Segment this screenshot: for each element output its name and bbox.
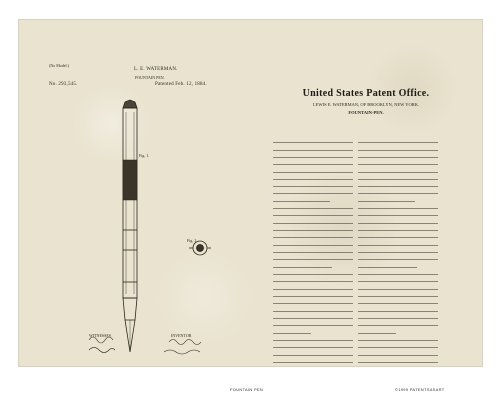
spec-text-line: [273, 172, 353, 177]
spec-text-line: [273, 245, 353, 250]
spec-text-line: [358, 355, 438, 360]
spec-text-line: [273, 237, 353, 242]
inventor-name: L. E. WATERMAN.: [134, 67, 178, 72]
spec-text-line: [273, 303, 353, 308]
spec-text-line: [358, 164, 438, 169]
spec-text-line: [358, 281, 438, 286]
inventor-signature: [164, 340, 201, 355]
patent-number: No. 293,545.: [49, 82, 78, 87]
witness-signatures: [89, 337, 115, 353]
spec-text-line: [358, 150, 438, 155]
spec-text-line: [358, 296, 438, 301]
spec-text-line: [358, 303, 438, 308]
spec-text-line: [358, 318, 438, 323]
spec-text-line: [358, 340, 438, 345]
spec-text-line: [358, 179, 438, 184]
spec-text-line: [358, 237, 438, 242]
spec-text-line: [358, 142, 438, 147]
spec-text-line: [273, 164, 353, 169]
spec-text-line: [273, 201, 330, 206]
spec-text-line: [358, 259, 438, 264]
spec-invention-line: FOUNTAIN-PEN.: [348, 110, 384, 115]
witnesses-label: WITNESSES: [89, 333, 111, 338]
spec-text-line: [358, 311, 438, 316]
spec-text-line: [273, 274, 353, 279]
spec-text-line: [273, 252, 353, 257]
spec-text-line: [358, 245, 438, 250]
spec-text-line: [358, 267, 417, 272]
spec-text-line: [273, 193, 353, 198]
spec-text-line: [273, 150, 353, 155]
spec-text-line: [358, 325, 438, 330]
spec-text-line: [273, 157, 353, 162]
spec-text-line: [273, 311, 353, 316]
spec-text-line: [273, 281, 353, 286]
spec-text-line: [358, 333, 396, 338]
fig2-label: Fig. 2.: [187, 238, 198, 243]
spec-column-left: [273, 140, 353, 367]
model-note: (No Model.): [49, 63, 69, 68]
spec-text-line: [273, 208, 353, 213]
figure-2-cross-section: [189, 241, 211, 255]
footer-copyright: ©1999 PATENTSASART: [395, 387, 445, 392]
spec-text-line: [358, 208, 438, 213]
spec-text-line: [273, 179, 353, 184]
spec-text-line: [273, 259, 353, 264]
fountain-pen-figure: [123, 100, 137, 352]
spec-text-line: [273, 333, 311, 338]
patent-sheet: [18, 19, 483, 367]
spec-text-line: [358, 274, 438, 279]
spec-text-line: [273, 340, 353, 345]
spec-text-line: [358, 193, 438, 198]
spec-text-line: [273, 230, 353, 235]
spec-text-line: [273, 267, 332, 272]
spec-text-line: [358, 289, 438, 294]
spec-column-right: [358, 140, 438, 367]
spec-text-line: [358, 186, 438, 191]
spec-text-line: [358, 201, 415, 206]
spec-inventor-line: LEWIS E. WATERMAN, OF BROOKLYN, NEW YORK.: [312, 102, 420, 107]
spec-text-line: [358, 223, 438, 228]
spec-text-line: [358, 215, 438, 220]
spec-text-line: [273, 223, 353, 228]
spec-text-line: [273, 355, 353, 360]
spec-text-line: [273, 325, 353, 330]
office-title: United States Patent Office.: [302, 88, 430, 99]
spec-text-line: [358, 172, 438, 177]
spec-text-line: [273, 362, 353, 367]
spec-text-line: [358, 252, 438, 257]
spec-text-line: [273, 296, 353, 301]
fig1-label: Fig. 1.: [139, 153, 150, 158]
invention-name: FOUNTAIN PEN.: [135, 75, 165, 80]
patent-date: Patented Feb. 12, 1884.: [155, 82, 207, 87]
spec-text-line: [273, 347, 353, 352]
inventor-label: INVENTOR: [171, 333, 192, 338]
spec-text-line: [273, 142, 353, 147]
spec-text-line: [273, 215, 353, 220]
spec-text-line: [273, 318, 353, 323]
spec-text-line: [273, 289, 353, 294]
footer-title: FOUNTAIN PEN: [230, 387, 264, 392]
spec-text-line: [358, 362, 438, 367]
spec-text-line: [358, 230, 438, 235]
spec-text-line: [273, 186, 353, 191]
spec-text-line: [358, 157, 438, 162]
spec-text-line: [358, 347, 438, 352]
